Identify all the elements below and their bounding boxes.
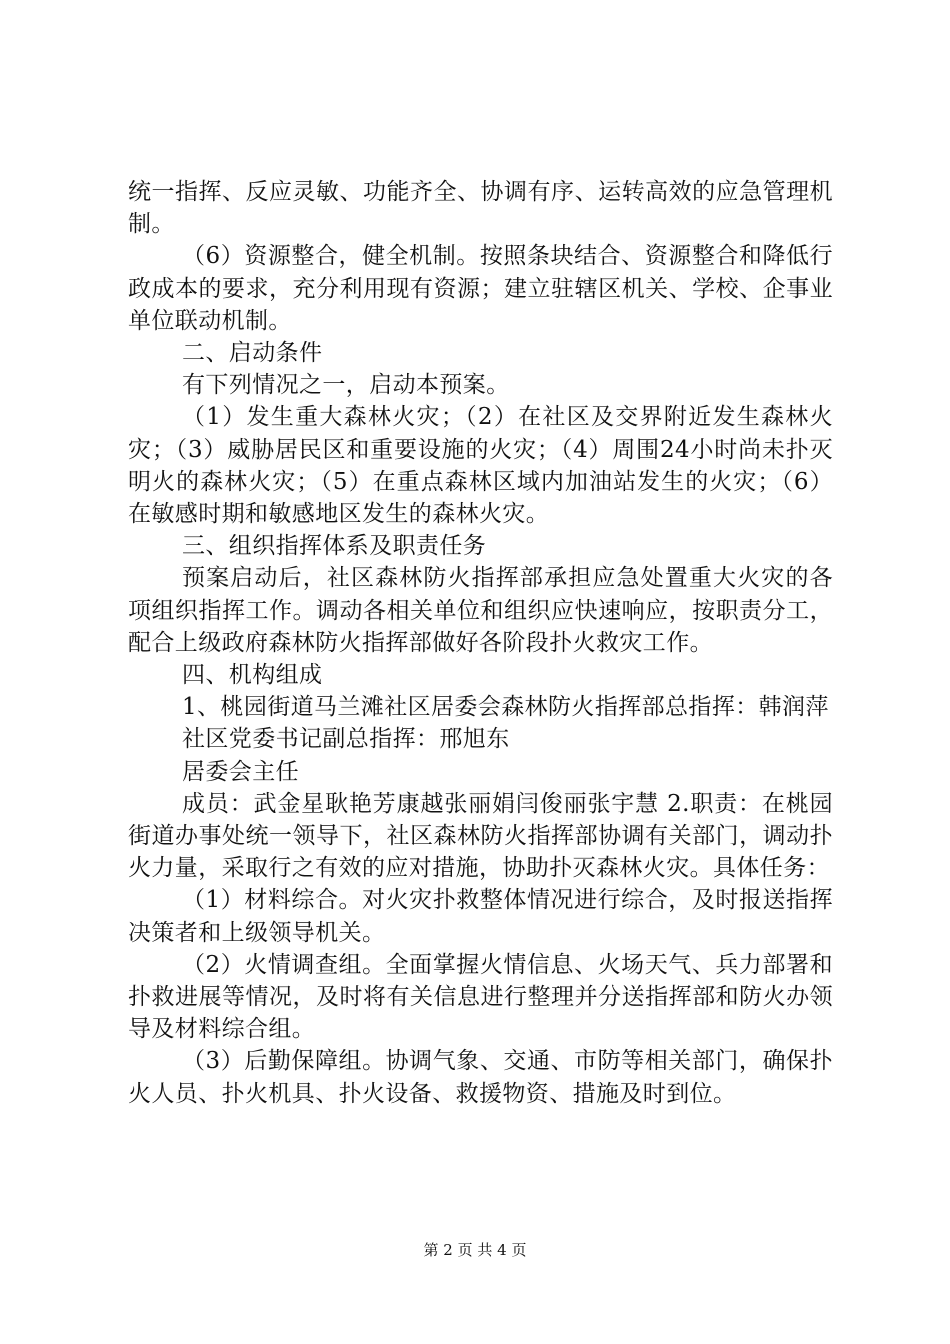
paragraph-resource-integration: （6）资源整合，健全机制。按照条块结合、资源整合和降低行政成本的要求，充分利用现有资源；建立驻辖区机关、学校、企事业单位联动机制。 (128, 243, 833, 334)
paragraph-command-system: 预案启动后，社区森林防火指挥部承担应急处置重大火灾的各项组织指挥工作。调动各相关单位和组织应快速响应，按职责分工，配合上级政府森林防火指挥部做好各阶段扑火救灾工作。 (128, 565, 833, 656)
section-heading-organization: 四、机构组成 (182, 662, 323, 689)
paragraph-start-condition-list: （1）发生重大森林火灾；（2）在社区及交界附近发生森林火灾；（3）威胁居民区和重要设施的火灾；（4）周围24小时尚未扑灭明火的森林火灾；（5）在重点森林区域内加油站发生的火灾；（6）在敏感时期和敏感地区发生的森林火灾。 (128, 404, 833, 528)
paragraph-task-fire-investigation: （2）火情调查组。全面掌握火情信息、火场天气、兵力部署和扑救进展等情况，及时将有关信息进行整理并分送指挥部和防火办领导及材料综合组。 (128, 951, 833, 1043)
page-footer (0, 1240, 950, 1260)
paragraph-deputy-commander: 社区党委书记副总指挥：邢旭东 (182, 726, 510, 753)
section-heading-start-conditions: 二、启动条件 (182, 340, 323, 367)
paragraph-members-duties: 成员：武金星耿艳芳康越张丽娟闫俊丽张宇慧 2.职责：在桃园街道办事处统一领导下，社区森林防火指挥部协调有关部门，调动扑火力量，采取行之有效的应对措施，协助扑灭森林火灾。具体任务： (128, 790, 833, 882)
page-number-label: 第 2 页 共 4 页 (423, 1241, 527, 1259)
paragraph-start-intro: 有下列情况之一，启动本预案。 (182, 372, 510, 399)
section-heading-command-system: 三、组织指挥体系及职责任务 (182, 533, 487, 560)
paragraph-commander: 1、桃园街道马兰滩社区居委会森林防火指挥部总指挥：韩润萍 (182, 694, 829, 721)
paragraph-task-materials: （1）材料综合。对火灾扑救整体情况进行综合，及时报送指挥决策者和上级领导机关。 (128, 887, 833, 946)
paragraph-committee-director: 居委会主任 (182, 758, 299, 785)
paragraph-task-logistics: （3）后勤保障组。协调气象、交通、市防等相关部门，确保扑火人员、扑火机具、扑火设备、救援物资、措施及时到位。 (128, 1048, 833, 1107)
document-body (128, 176, 833, 1110)
paragraph-mechanism-continued: 统一指挥、反应灵敏、功能齐全、协调有序、运转高效的应急管理机制。 (128, 179, 833, 238)
